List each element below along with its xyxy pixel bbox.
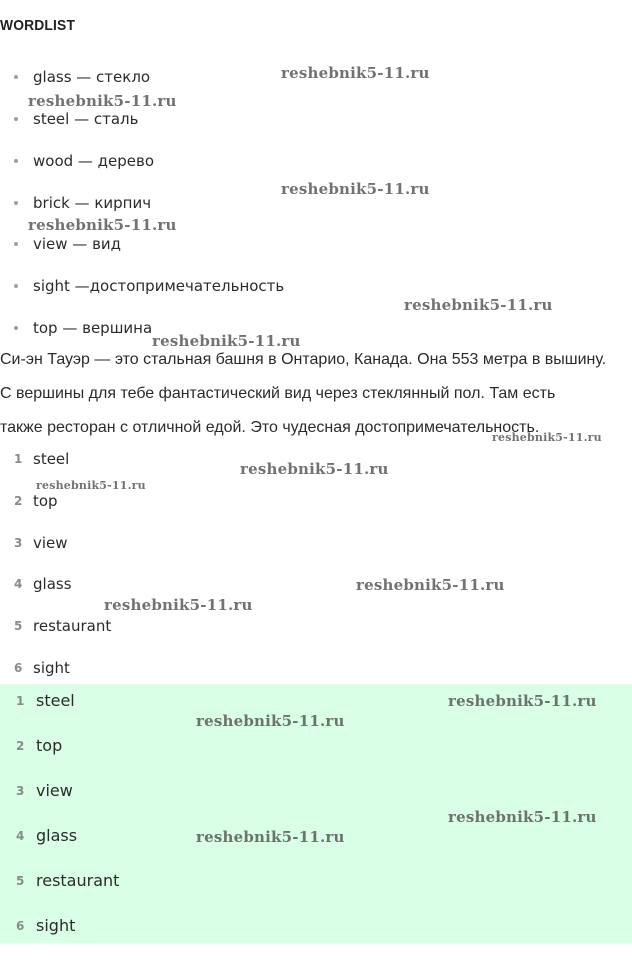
bullet-icon	[14, 75, 18, 79]
item-text: view	[33, 534, 68, 552]
item-text: restaurant	[36, 871, 120, 890]
item-number: 4	[16, 829, 25, 843]
item-number: 3	[16, 784, 25, 798]
item-number: 2	[16, 739, 25, 753]
item-text: glass	[36, 826, 78, 845]
item-number: 5	[14, 619, 23, 633]
item-number: 3	[14, 536, 23, 550]
paragraph-line: С вершины для тебе фантастический вид через стеклянный пол. Там есть	[0, 385, 556, 402]
watermark: reshebnik5-11.ru	[448, 808, 597, 826]
item-text: view	[36, 781, 73, 800]
watermark: reshebnik5-11.ru	[28, 216, 177, 234]
item-number: 6	[16, 919, 25, 933]
watermark: reshebnik5-11.ru	[356, 576, 505, 594]
watermark: reshebnik5-11.ru	[28, 92, 177, 110]
watermark: reshebnik5-11.ru	[36, 479, 146, 492]
item-text: steel	[33, 450, 70, 468]
wordlist-item-text: sight —достопримечательность	[33, 277, 285, 295]
bullet-icon	[14, 326, 18, 330]
bullet-icon	[14, 242, 18, 246]
item-number: 1	[14, 452, 23, 466]
wordlist-item-text: top — вершина	[33, 319, 153, 337]
wordlist-heading: WORDLIST	[0, 17, 76, 34]
watermark: reshebnik5-11.ru	[196, 828, 345, 846]
watermark: reshebnik5-11.ru	[281, 180, 430, 198]
item-number: 6	[14, 661, 23, 675]
wordlist-item-text: brick — кирпич	[33, 194, 152, 212]
watermark: reshebnik5-11.ru	[152, 332, 301, 350]
item-text: top	[33, 492, 58, 510]
item-text: top	[36, 736, 63, 755]
item-text: glass	[33, 575, 72, 593]
item-number: 4	[14, 577, 23, 591]
item-number: 2	[14, 494, 23, 508]
wordlist-item-text: glass — стекло	[33, 68, 151, 86]
watermark: reshebnik5-11.ru	[492, 431, 602, 444]
bullet-icon	[14, 159, 18, 163]
bullet-icon	[14, 284, 18, 288]
wordlist-item-text: wood — дерево	[33, 152, 155, 170]
watermark: reshebnik5-11.ru	[104, 596, 253, 614]
item-text: sight	[36, 916, 76, 935]
item-text: sight	[33, 659, 70, 677]
watermark: reshebnik5-11.ru	[281, 64, 430, 82]
watermark: reshebnik5-11.ru	[448, 692, 597, 710]
wordlist-item-text: steel — сталь	[33, 110, 139, 128]
item-text: restaurant	[33, 617, 112, 635]
paragraph-line: Си-эн Тауэр — это стальная башня в Онтарио, Канада. Она 553 метра в вышину.	[0, 351, 607, 368]
watermark: reshebnik5-11.ru	[404, 296, 553, 314]
item-text: steel	[36, 691, 75, 710]
item-number: 1	[16, 694, 25, 708]
bullet-icon	[14, 201, 18, 205]
wordlist-item-text: view — вид	[33, 235, 122, 253]
paragraph-line: также ресторан с отличной едой. Это чудесная достопримечательность.	[0, 419, 540, 436]
watermark: reshebnik5-11.ru	[196, 712, 345, 730]
bullet-icon	[14, 117, 18, 121]
item-number: 5	[16, 874, 25, 888]
watermark: reshebnik5-11.ru	[240, 460, 389, 478]
